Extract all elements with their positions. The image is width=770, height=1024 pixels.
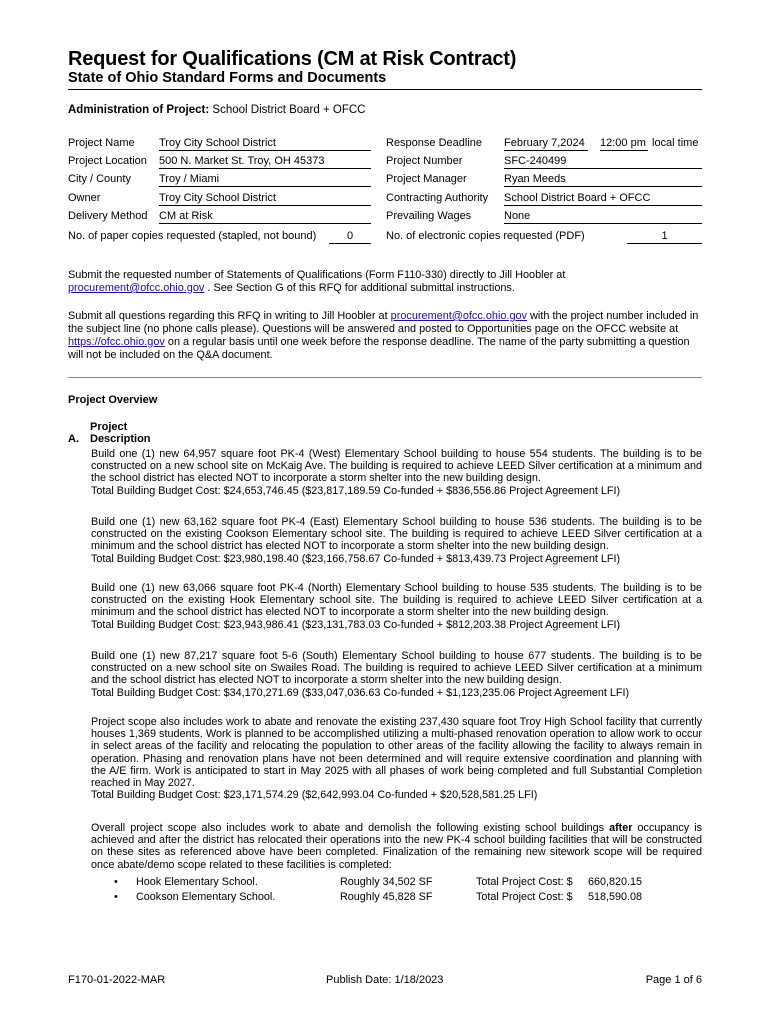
list-item-cost-label: Total Project Cost: $ [476,891,573,903]
procurement-email-link[interactable]: procurement@ofcc.ohio.gov [68,282,205,294]
project-name-value: Troy City School District [159,137,371,151]
footer-page-number: Page 1 of 6 [645,974,702,986]
project-overview-heading: Project Overview [68,394,158,406]
footer-form-id: F170-01-2022-MAR [68,974,166,986]
response-deadline-label: Response Deadline [386,137,483,149]
list-bullet: • [114,876,118,888]
administration-label: Administration of Project: [68,104,210,116]
east-elementary-paragraph [91,516,702,565]
project-manager-value: Ryan Meeds [504,173,702,187]
list-item-cost: 518,590.08 [588,891,643,903]
list-item-size: Roughly 34,502 SF [340,876,433,888]
questions-paragraph [68,310,702,362]
document-subtitle: State of Ohio Standard Forms and Documents [68,70,387,86]
response-deadline-timezone: local time [652,137,699,149]
demolition-paragraph [91,822,702,871]
project-name-label: Project Name [68,137,135,149]
project-location-label: Project Location [68,155,147,167]
list-item-name: Hook Elementary School. [136,876,258,888]
north-elementary-cost: Total Building Budget Cost: $23,943,986.41 ($23,131,783.03 Co-funded + $812,203.38 Project Agreement LFI) [91,618,621,631]
city-county-value: Troy / Miami [159,173,371,187]
list-item-size: Roughly 45,828 SF [340,891,433,903]
questions-text-end: on a regular basis until one week before the response deadline. The name of the party submitting a question will not be included on the Q&A document. [68,336,690,361]
administration-line [68,104,365,116]
submit-text-end: . See Section G of this RFQ for additional submittal instructions. [207,282,515,294]
south-elementary-text: Build one (1) new 87,217 square foot 5-6 (South) Elementary School building to house 677 students. The building is to be constructed on a new school site on Swailes Road. The building is required to achieve LEED Silver certification at a minimum and the school district has elected NOT to incorporate a storm shelter into the new building design. [91,650,702,687]
paper-copies-label: No. of paper copies requested (stapled, not bound) [68,230,317,242]
section-letter: A. [68,433,79,445]
section-divider [68,377,702,378]
demolition-text-a: Overall project scope also includes work to abate and demolish the following existing school buildings [91,822,605,834]
project-manager-label: Project Manager [386,173,467,185]
contracting-authority-value: School District Board + OFCC [504,192,702,206]
questions-text: Submit all questions regarding this RFQ in writing to Jill Hoobler at [68,310,388,322]
west-elementary-text: Build one (1) new 64,957 square foot PK-4 (West) Elementary School building to house 554 students. The building is to be constructed on a new school site on McKaig Ave. The building is required to achieve LEED Silver certification at a minimum and the school district has elected NOT to incorporate a storm shelter into the new building design. [91,448,702,485]
north-elementary-text: Build one (1) new 63,066 square foot PK-4 (North) Elementary School building to house 535 students. The building is to be constructed on the existing Hook Elementary school site. The building is required to achieve LEED Silver certification at a minimum and the school district has elected NOT to incorporate a storm shelter into the new building design. [91,582,702,619]
list-bullet: • [114,891,118,903]
demolition-text [91,822,702,871]
section-title: Project Description [90,421,151,445]
title-divider [68,89,702,90]
electronic-copies-value: 1 [627,230,702,244]
footer-publish-date: Publish Date: 1/18/2023 [326,974,444,986]
west-elementary-cost: Total Building Budget Cost: $24,653,746.45 ($23,817,189.59 Co-funded + $836,556.86 Project Agreement LFI) [91,484,621,497]
electronic-copies-label: No. of electronic copies requested (PDF) [386,230,585,242]
west-elementary-paragraph [91,448,702,497]
ofcc-website-link[interactable]: https://ofcc.ohio.gov [68,336,165,348]
list-item-name: Cookson Elementary School. [136,891,276,903]
east-elementary-cost: Total Building Budget Cost: $23,980,198.40 ($23,166,758.67 Co-funded + $813,439.73 Project Agreement LFI) [91,552,621,565]
east-elementary-text: Build one (1) new 63,162 square foot PK-4 (East) Elementary School building to house 536 students. The building is to be constructed on the existing Cookson Elementary school site. The building is required to achieve LEED Silver certification at a minimum and the school district has elected NOT to incorporate a storm shelter into the new building design. [91,516,702,553]
demolition-text-b: occupancy is achieved and after the district has relocated their operations into the new PK-4 school building facilities that will be constructed on these sites as referenced above have been completed. Finalization of the remaining new sitework scope will be required once abate/demo scope related to these facilities is completed: [91,822,703,871]
questions-email-link[interactable]: procurement@ofcc.ohio.gov [390,310,528,322]
project-location-value: 500 N. Market St. Troy, OH 45373 [159,155,371,169]
prevailing-wages-label: Prevailing Wages [386,210,472,222]
owner-label: Owner [68,192,101,204]
contracting-authority-label: Contracting Authority [386,192,489,204]
delivery-method-label: Delivery Method [68,210,148,222]
south-elementary-cost: Total Building Budget Cost: $34,170,271.69 ($33,047,036.63 Co-funded + $1,123,235.06 Project Agreement LFI) [91,686,630,699]
list-item-cost: 660,820.15 [588,876,643,888]
delivery-method-value: CM at Risk [159,210,371,224]
demolition-text-bold: after [609,822,633,834]
document-title: Request for Qualifications (CM at Risk Contract) [68,48,517,70]
paper-copies-value: 0 [329,230,371,244]
response-deadline-date: February 7,2024 [504,137,588,151]
high-school-text: Project scope also includes work to abate and renovate the existing 237,430 square foot Troy High School facility that currently houses 1,369 students. Work is planned to be accomplished utilizing a multi-phased renovation operation to allow work to occur in select areas of the facility and relocating the population to other areas of the facility allowing the facility to always remain in operation. Phasing and renovation plans have not been determined and will require extensive coordination and planning with the A/E firm. Work is anticipated to start in May 2025 with all phases of work being completed and full Substantial Completion reached in May 2027. [91,716,702,790]
submit-instructions-paragraph [68,269,702,295]
north-elementary-paragraph [91,582,702,631]
south-elementary-paragraph [91,650,702,699]
project-number-value: SFC-240499 [504,155,702,169]
prevailing-wages-value: None [504,210,702,224]
response-deadline-time: 12:00 pm [600,137,648,151]
high-school-paragraph [91,716,702,801]
administration-value: School District Board + OFCC [212,104,366,116]
list-item-cost-label: Total Project Cost: $ [476,876,573,888]
owner-value: Troy City School District [159,192,371,206]
project-number-label: Project Number [386,155,463,167]
questions-text-mid: with the project number included in the subject line (no phone calls please). Questions will be answered and posted to Opportunities page on the OFCC website at [68,310,699,335]
submit-text: Submit the requested number of Statements of Qualifications (Form F110-330) directly to Jill Hoobler at [68,269,566,281]
project-description-heading [68,421,151,445]
high-school-cost: Total Building Budget Cost: $23,171,574.29 ($2,642,993.04 Co-funded + $20,528,581.25 LFI) [91,789,538,802]
city-county-label: City / County [68,173,131,185]
